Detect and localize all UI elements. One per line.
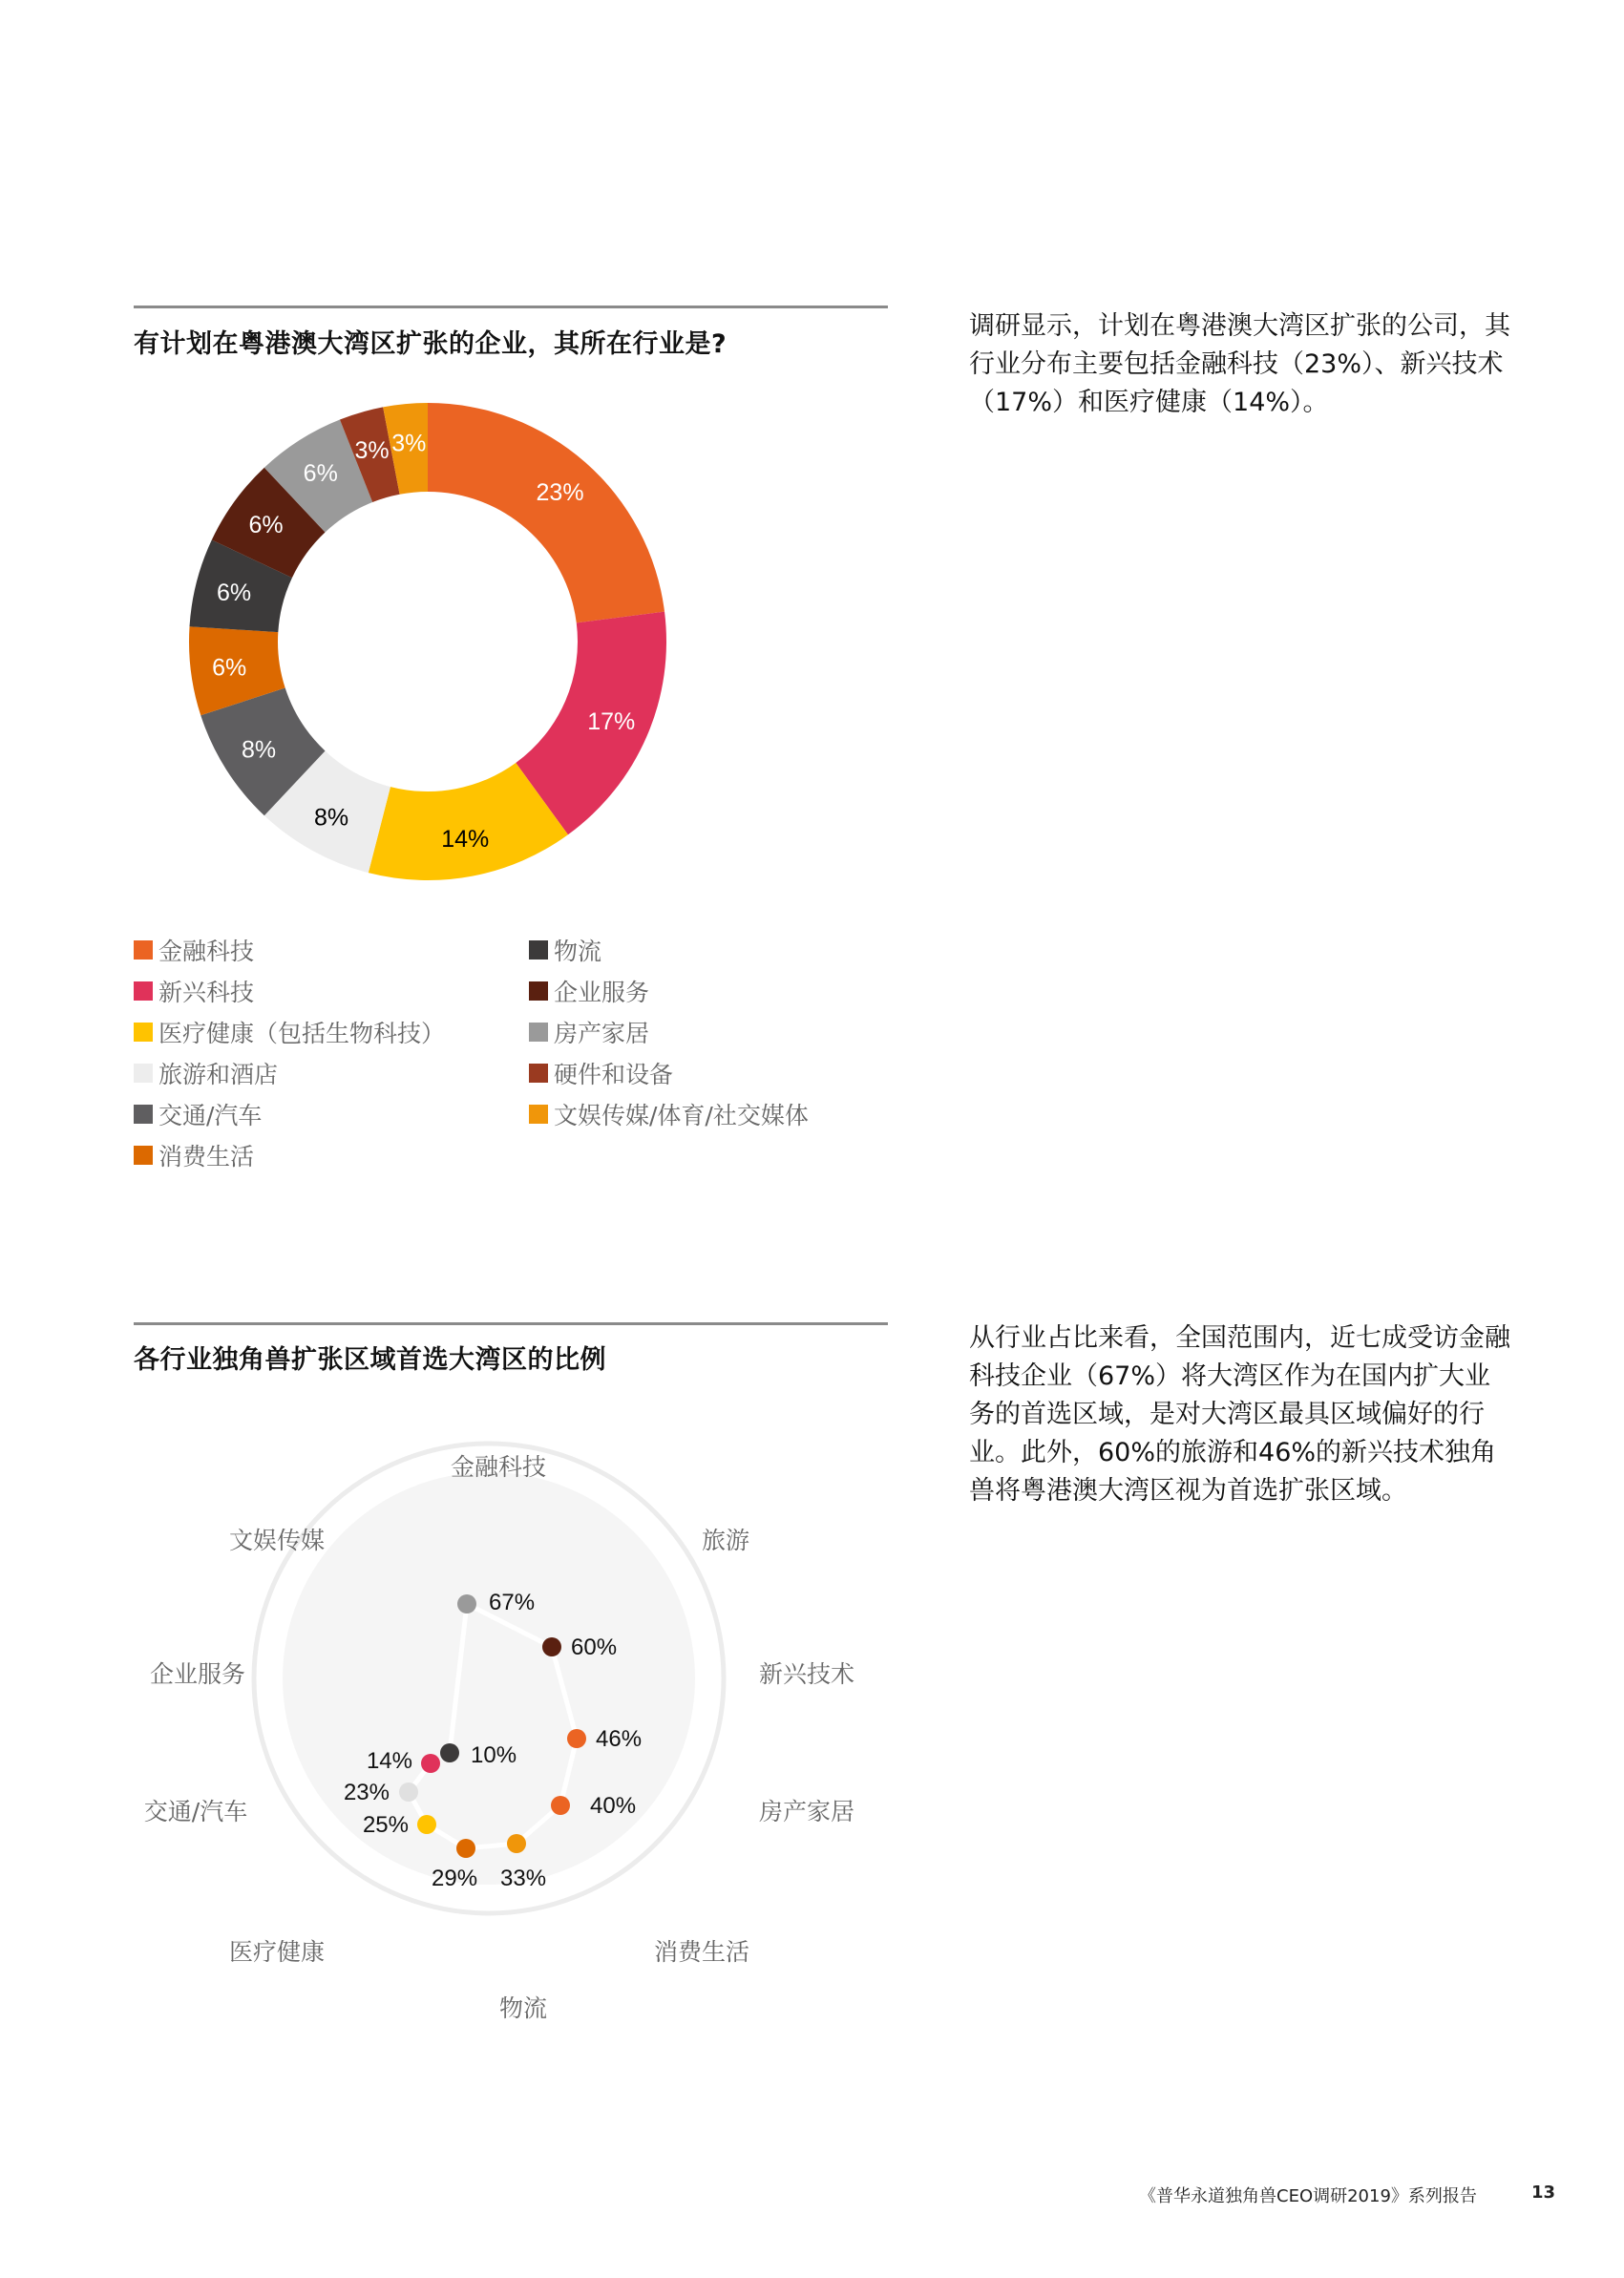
- radial-data-label: 10%: [471, 1742, 517, 1768]
- radial-data-point: [456, 1839, 475, 1858]
- legend-label: 交通/汽车: [158, 1101, 263, 1129]
- radial-axis-label: 房产家居: [758, 1798, 855, 1825]
- radial-inner-fill: [283, 1472, 695, 1885]
- radial-axis-label: 文娱传媒: [228, 1527, 326, 1554]
- radial-data-point: [567, 1729, 586, 1748]
- radial-axis-label: 医疗健康: [228, 1938, 326, 1966]
- radial-data-point: [417, 1815, 436, 1834]
- radial-data-label: 67%: [489, 1590, 536, 1615]
- commentary-regional-preference: 从行业占比来看，全国范围内，近七成受访金融科技企业（67%）将大湾区作为在国内扩大业务的首选区域，是对大湾区最具区域偏好的行业。此外，60%的旅游和46%的新兴技术独角兽将粤港澳大湾区视为首选扩张区域。: [969, 1323, 1510, 1506]
- radial-data-label: 33%: [500, 1866, 547, 1891]
- commentary-industry-distribution: 调研显示，计划在粤港澳大湾区扩张的公司，其行业分布主要包括金融科技（23%）、新兴技术（17%）和医疗健康（14%）。: [969, 311, 1510, 417]
- radial-axis-label: 新兴技术: [758, 1660, 855, 1688]
- radial-data-point: [440, 1743, 459, 1762]
- legend-label: 旅游和酒店: [158, 1060, 279, 1088]
- page-number: 13: [1531, 2183, 1556, 2203]
- donut-segment-label: 6%: [212, 654, 247, 682]
- donut-segment-label: 8%: [314, 804, 349, 832]
- donut-segment-label: 14%: [441, 825, 490, 853]
- radial-data-label: 60%: [571, 1635, 618, 1660]
- radial-data-label: 40%: [590, 1793, 637, 1819]
- donut-segment-label: 3%: [354, 436, 390, 464]
- radial-data-label: 25%: [362, 1812, 409, 1838]
- legend-label: 医疗健康（包括生物科技）: [158, 1019, 446, 1047]
- legend-label: 硬件和设备: [554, 1060, 674, 1088]
- legend-label: 物流: [554, 937, 602, 965]
- radial-data-point: [507, 1834, 526, 1853]
- radial-data-label: 46%: [596, 1726, 643, 1752]
- donut-segment-label: 6%: [248, 511, 284, 538]
- donut-segment-label: 6%: [303, 460, 338, 488]
- legend-label: 房产家居: [554, 1019, 650, 1047]
- radial-data-point: [542, 1637, 561, 1656]
- radial-axis-label: 金融科技: [450, 1453, 547, 1481]
- legend-label: 消费生活: [158, 1142, 255, 1171]
- legend-label: 企业服务: [554, 978, 650, 1006]
- radial-data-label: 29%: [432, 1866, 478, 1891]
- radial-axis-label: 消费生活: [653, 1938, 750, 1966]
- radial-axis-label: 交通/汽车: [143, 1798, 248, 1825]
- radial-data-label: 14%: [366, 1748, 412, 1774]
- legend-label: 新兴科技: [158, 978, 255, 1006]
- radial-data-point: [551, 1796, 570, 1815]
- radial-chart-title: 各行业独角兽扩张区域首选大湾区的比例: [134, 1345, 606, 1375]
- radial-axis-label: 企业服务: [149, 1660, 246, 1688]
- donut-segment-label: 17%: [587, 708, 636, 736]
- radial-axis-label: 物流: [498, 1994, 548, 2022]
- radial-data-point: [421, 1754, 440, 1773]
- legend-label: 文娱传媒/体育/社交媒体: [554, 1101, 809, 1129]
- report-footer: 《普华永道独角兽CEO调研2019》系列报告: [1139, 2186, 1477, 2206]
- radial-data-point: [457, 1594, 476, 1614]
- donut-segment-label: 6%: [217, 579, 252, 606]
- radial-data-label: 23%: [343, 1780, 390, 1805]
- donut-segment-label: 8%: [242, 736, 277, 764]
- donut-chart-title: 有计划在粤港澳大湾区扩张的企业，其所在行业是?: [134, 329, 728, 359]
- donut-segment-label: 3%: [391, 430, 427, 457]
- donut-segment-label: 23%: [536, 478, 584, 506]
- radial-axis-label: 旅游: [701, 1527, 750, 1554]
- radial-data-point: [399, 1782, 418, 1802]
- legend-label: 金融科技: [158, 937, 255, 965]
